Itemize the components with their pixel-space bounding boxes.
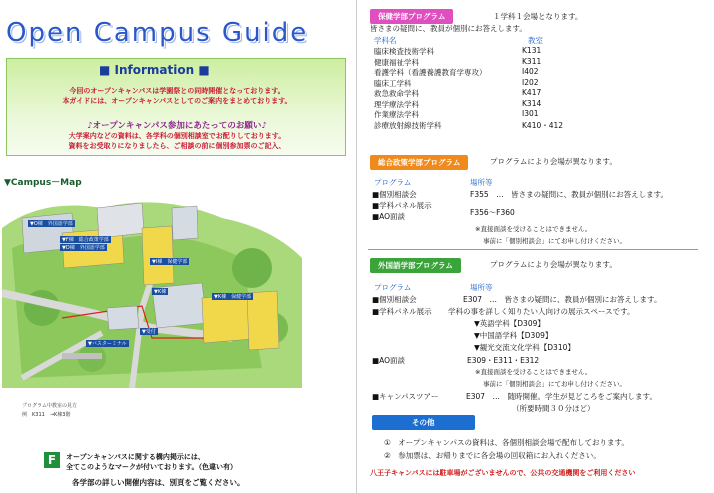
foreign-ao-note-1: ※直接面談を受けることはできません。 xyxy=(475,368,592,376)
page-title: Open Campus Guide xyxy=(6,18,309,48)
foreign-row-panel-place: 学科の事を詳しく知りたい人向けの展示スペースです。 xyxy=(448,307,635,316)
information-box xyxy=(6,58,346,156)
map-legend-title: プログラム中教室の見方 xyxy=(22,403,77,409)
policy-separator xyxy=(368,249,698,250)
foreign-row-panel: ■学科パネル展示 xyxy=(372,307,432,316)
map-label-d-building: ▼D棟 外国語学部 xyxy=(62,245,105,251)
map-label-o-building: ▼O棟 外国語学部 xyxy=(30,221,73,227)
health-note: １学科１会場となります。 xyxy=(493,12,583,21)
health-row-dept: 診療放射線技術学科 xyxy=(374,120,442,130)
foreign-panel-english: ▼英語学科【D309】 xyxy=(474,319,545,328)
policy-note: プログラムにより会場が異なります。 xyxy=(490,157,617,166)
foreign-col-program: プログラム xyxy=(374,283,412,292)
policy-row-panel-place: F356～F360 xyxy=(470,208,515,217)
policy-ao-note-2: 事前に「個別相談会」にてお申し付けください。 xyxy=(483,237,626,245)
foreign-row-ao-place: E309・E311・E312 xyxy=(467,356,540,365)
footer-line-1: オープンキャンパスに関する構内掲示には、 xyxy=(66,453,205,461)
info-request-heading: ♪オープンキャンパス参加にあたってのお願い♪ xyxy=(87,121,267,131)
health-row-room: K410・412 xyxy=(522,120,564,130)
foreign-row-ao: ■AO面談 xyxy=(372,356,405,365)
foreign-row-consult-place: E307 … 皆さまの疑問に、教員が個別にお答えします。 xyxy=(463,295,662,304)
parking-notice: 八王子キャンパスには駐車場がございませんので、公共の交通機関をご利用ください xyxy=(370,469,636,477)
policy-program-badge: 総合政策学部プログラム xyxy=(370,155,468,170)
policy-ao-note-1: ※直接面談を受けることはできません。 xyxy=(475,225,592,233)
policy-row-panel: ■学科パネル展示 xyxy=(372,201,432,210)
footer-line-3: 各学部の詳しい開催内容は、別頁をご覧ください。 xyxy=(72,478,245,487)
info-paragraph-3: 大学案内などの資料は、各学科の個別相談室でお配りしております。 xyxy=(68,132,286,140)
page-divider xyxy=(356,0,357,493)
health-row-room: K417 xyxy=(522,88,542,97)
health-row-dept: 作業療法学科 xyxy=(374,110,419,119)
policy-col-place: 場所等 xyxy=(470,178,493,187)
info-paragraph-2: 本ガイドには、オープンキャンパスとしてのご案内をまとめております。 xyxy=(62,97,292,105)
foreign-row-consult: ■個別相談会 xyxy=(372,295,417,304)
foreign-panel-chinese: ▼中国語学科【D309】 xyxy=(474,331,553,340)
health-note-2: 皆さまの疑問に、教員が個別にお答えします。 xyxy=(370,24,527,33)
footer-line-2: 全てこのようなマークが付いております。（色違い有） xyxy=(66,463,237,471)
health-row-room: I202 xyxy=(522,77,539,87)
map-label-bus-terminal: ▼バスターミナル xyxy=(88,341,127,347)
health-row-dept: 臨床工学科 xyxy=(374,78,412,88)
other-badge: その他 xyxy=(372,415,475,430)
other-line-1: ① オープンキャンパスの資料は、各個別相談会場で配布しております。 xyxy=(384,438,629,447)
health-row-room: K311 xyxy=(522,56,542,66)
health-row-dept: 健康福祉学科 xyxy=(374,57,419,67)
foreign-panel-tourism: ▼観光交流文化学科【D310】 xyxy=(474,343,575,352)
health-col-dept: 学科名 xyxy=(374,36,397,45)
foreign-note: プログラムにより会場が異なります。 xyxy=(490,260,617,269)
map-label-reception: ▼受付 xyxy=(142,329,156,335)
f-mark-icon: F xyxy=(44,452,60,468)
policy-row-ao: ■AO面談 xyxy=(372,212,405,221)
information-heading: ■ Information ■ xyxy=(99,63,210,77)
other-line-2: ② 参加票は、お帰りまでに各会場の回収箱にお入れください。 xyxy=(384,451,601,460)
health-row-dept: 看護学科（看護養護教育学専攻） xyxy=(374,68,487,77)
info-paragraph-4: 資料をお受取りになりましたら、ご相談の前に個別参加票のご記入、 xyxy=(68,142,286,150)
policy-row-consult: ■個別相談会 xyxy=(372,190,417,199)
health-program-badge: 保健学部プログラム xyxy=(370,9,453,24)
map-label-k: ▼K棟 xyxy=(154,289,167,295)
map-label-f-building: ▼F棟 総合政策学部 xyxy=(62,237,109,243)
foreign-program-badge: 外国語学部プログラム xyxy=(370,258,461,273)
map-label-i-building: ▼I棟 保健学部 xyxy=(152,259,188,265)
health-row-dept: 臨床検査技術学科 xyxy=(374,47,434,56)
health-row-room: K131 xyxy=(522,46,542,55)
campus-map xyxy=(2,188,302,388)
foreign-ao-note-2: 事前に「個別相談会」にてお申し付けください。 xyxy=(483,380,626,388)
foreign-row-tour: ■キャンパスツアー xyxy=(372,392,439,401)
health-row-dept: 救急救命学科 xyxy=(374,89,419,98)
map-legend-example: 例 K311 →K棟3階 xyxy=(22,412,71,418)
foreign-row-tour-place: E307 … 随時開催。学生が見どころをご案内します。 xyxy=(466,392,657,401)
health-row-room: K314 xyxy=(522,98,542,108)
policy-col-program: プログラム xyxy=(374,178,412,187)
foreign-col-place: 場所等 xyxy=(470,283,493,292)
campus-map-heading: ▼Campus－Map xyxy=(4,178,82,188)
map-label-k-building: ▼K棟 保健学部 xyxy=(214,294,252,300)
info-paragraph-1: 今回のオープンキャンパスは学園祭との同時開催となっております。 xyxy=(69,87,285,95)
health-col-room: 教室 xyxy=(528,36,543,45)
health-row-dept: 理学療法学科 xyxy=(374,99,419,109)
foreign-tour-duration: （所要時間３０分ほど） xyxy=(512,404,595,413)
health-row-room: I402 xyxy=(522,67,539,76)
policy-row-consult-place: F355 … 皆さまの疑問に、教員が個別にお答えします。 xyxy=(470,190,669,199)
health-row-room: I301 xyxy=(522,109,539,118)
